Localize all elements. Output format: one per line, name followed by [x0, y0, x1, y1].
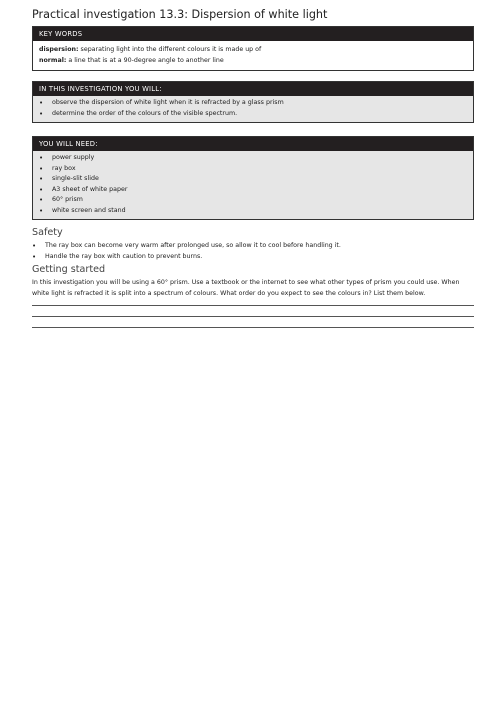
list-item: • Handle the ray box with caution to prevent burns. — [32, 252, 472, 263]
equipment-list — [39, 153, 467, 216]
key-word-term: dispersion: — [39, 46, 79, 53]
list-item: • determine the order of the colours of the visible spectrum. — [39, 109, 467, 120]
equipment-body — [33, 151, 473, 219]
list-item: • The ray box can become very warm after prolonged use, so allow it to cool before handling it. — [32, 241, 472, 252]
safety-heading: Safety — [32, 227, 63, 238]
equipment-box — [32, 136, 474, 220]
answer-line[interactable] — [32, 305, 474, 306]
list-item: • observe the dispersion of white light when it is refracted by a glass prism — [39, 98, 467, 109]
investigation-list — [39, 98, 467, 119]
list-item: • white screen and stand — [39, 206, 467, 217]
answer-line[interactable] — [32, 327, 474, 328]
investigation-header: IN THIS INVESTIGATION YOU WILL: — [33, 82, 473, 96]
key-word-item — [39, 44, 467, 55]
investigation-box — [32, 81, 474, 123]
getting-started-heading: Getting started — [32, 264, 106, 275]
key-word-definition: a line that is at a 90-degree angle to another line — [66, 57, 224, 64]
equipment-header: YOU WILL NEED: — [33, 137, 473, 151]
key-word-definition: separating light into the different colours it is made up of — [78, 46, 262, 53]
key-words-body — [33, 41, 473, 70]
list-item: • A3 sheet of white paper — [39, 185, 467, 196]
answer-line[interactable] — [32, 316, 474, 317]
list-item: • single-slit slide — [39, 174, 467, 185]
list-item: • power supply — [39, 153, 467, 164]
investigation-body — [33, 96, 473, 122]
list-item: • 60° prism — [39, 195, 467, 206]
list-item: • ray box — [39, 164, 467, 175]
key-words-header: KEY WORDS — [33, 27, 473, 41]
getting-started-paragraph: In this investigation you will be using a 60° prism. Use a textbook or the internet to see what other types of prism you could use. When white light is refracted it is split into a spectrum of colours. What order do you expect to see the colours in? List them below. — [32, 279, 460, 297]
key-word-term: normal: — [39, 57, 67, 64]
key-words-box — [32, 26, 474, 71]
page-title: Practical investigation 13.3: Dispersion of white light — [32, 8, 328, 21]
safety-list — [32, 241, 472, 262]
key-word-item — [39, 55, 467, 66]
